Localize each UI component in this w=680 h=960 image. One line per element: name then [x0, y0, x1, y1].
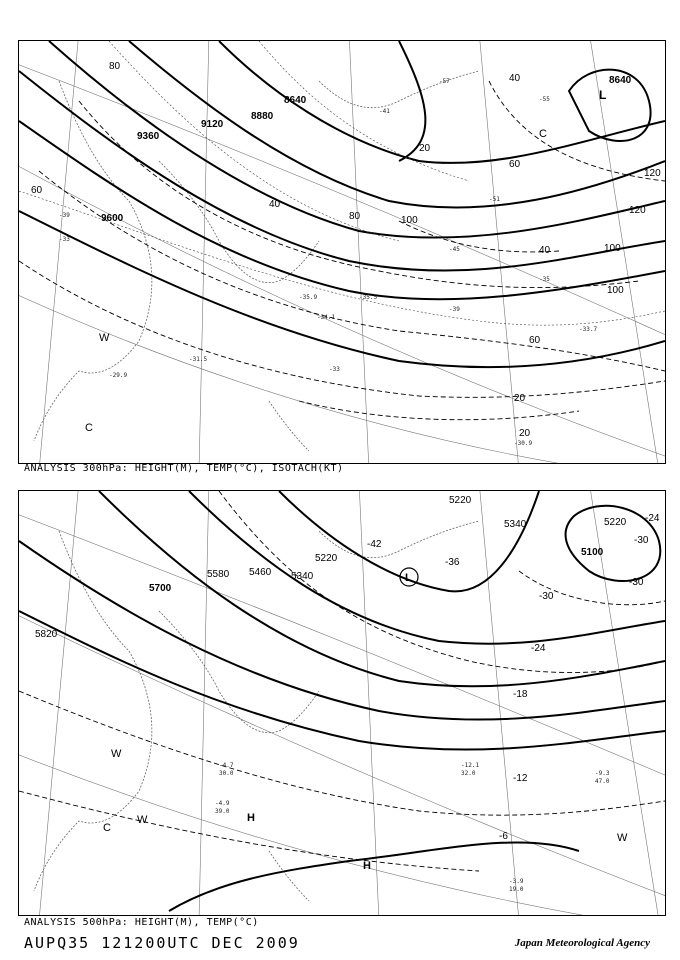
- height-label: 5580: [207, 569, 230, 580]
- station-label: -3.9: [509, 878, 524, 885]
- pressure-center: C: [85, 422, 93, 434]
- caption-500hpa: ANALYSIS 500hPa: HEIGHT(M), TEMP(°C): [24, 917, 259, 928]
- temp-label: -41: [379, 108, 390, 115]
- height-label: 5700: [149, 583, 172, 594]
- station-label: -12.1: [461, 762, 480, 769]
- temp-label: -55: [539, 96, 550, 103]
- temp-label: -34.1: [317, 314, 336, 321]
- station-label: -4.7: [219, 762, 234, 769]
- temp-label: -57: [439, 78, 450, 85]
- map-300hpa: [19, 41, 665, 463]
- graticule: [19, 41, 665, 463]
- height-label: 8880: [251, 111, 274, 122]
- pressure-center: W: [111, 748, 122, 760]
- pressure-center: L: [599, 88, 607, 102]
- isotach-label: 80: [109, 61, 121, 72]
- height-label: 9360: [137, 131, 160, 142]
- station-label: 47.0: [595, 778, 610, 785]
- temp-label: -31.5: [189, 356, 208, 363]
- temp-label: -12: [513, 773, 528, 784]
- caption-300hpa: ANALYSIS 300hPa: HEIGHT(M), TEMP(°C), ISOTACH(KT): [24, 463, 344, 474]
- temp-label: -36: [445, 557, 460, 568]
- temp-label: -18: [513, 689, 528, 700]
- height-label: 5820: [35, 629, 58, 640]
- temp-label: -33: [59, 236, 70, 243]
- pressure-center: W: [99, 332, 110, 344]
- isotach-label: 60: [509, 159, 521, 170]
- temp-label: -35: [539, 276, 550, 283]
- temp-label: -24: [645, 513, 660, 524]
- isotach-label: 80: [349, 211, 361, 222]
- chart-300hpa: [18, 40, 666, 464]
- isotach-label: 60: [31, 185, 43, 196]
- agency-name: Japan Meteorological Agency: [514, 937, 650, 949]
- height-label: 5100: [581, 547, 604, 558]
- temp-label: -39: [449, 306, 460, 313]
- isotach-label: 40: [539, 245, 551, 256]
- temp-label: -30: [539, 591, 554, 602]
- station-label: -4.9: [215, 800, 230, 807]
- temp-label: -39: [59, 212, 70, 219]
- height-label: 8640: [609, 75, 632, 86]
- height-label: 5460: [249, 567, 272, 578]
- isotach-label: 100: [607, 285, 624, 296]
- pressure-center: H: [247, 812, 255, 824]
- isotach-label: 100: [604, 243, 621, 254]
- temp-label: -51: [489, 196, 500, 203]
- station-label: 19.0: [509, 886, 524, 893]
- height-label: 5220: [604, 517, 627, 528]
- isotach-label: 20: [519, 428, 531, 439]
- temp-label: -24: [531, 643, 546, 654]
- height-label: 5340: [504, 519, 527, 530]
- pressure-center: L: [405, 572, 412, 584]
- isotach-label: 100: [401, 215, 418, 226]
- temp-label: -33: [329, 366, 340, 373]
- height-label: 9120: [201, 119, 224, 130]
- temp-label: -30: [634, 535, 649, 546]
- temp-label: -30.9: [514, 440, 533, 447]
- temp-label: -33.7: [579, 326, 598, 333]
- pressure-center: C: [103, 822, 111, 834]
- temp-label: -45: [449, 246, 460, 253]
- temp-label: -42: [367, 539, 382, 550]
- isotach-label: 120: [629, 205, 646, 216]
- temp-label: -35.9: [299, 294, 318, 301]
- pressure-center: H: [363, 860, 371, 872]
- chart-labels-300: [31, 61, 661, 439]
- height-label: 5220: [449, 495, 472, 506]
- isotach-label: 60: [529, 335, 541, 346]
- pressure-center: W: [617, 832, 628, 844]
- isotach-label: 20: [419, 143, 431, 154]
- isotach-label: 120: [644, 168, 661, 179]
- temp-label: -29.9: [109, 372, 128, 379]
- station-label: 39.0: [215, 808, 230, 815]
- height-label: 5220: [315, 553, 338, 564]
- chart-500hpa: [18, 490, 666, 916]
- isotach-label: 40: [509, 73, 521, 84]
- station-label: -9.3: [595, 770, 610, 777]
- temp-label: -35.5: [359, 294, 378, 301]
- chart-issue-code: AUPQ35 121200UTC DEC 2009: [24, 934, 300, 952]
- map-500hpa: [19, 491, 665, 915]
- height-contours: [19, 41, 665, 367]
- height-label: 8640: [284, 95, 307, 106]
- height-label: 9600: [101, 213, 124, 224]
- isotach-label: 20: [514, 393, 526, 404]
- temp-label: -30: [629, 577, 644, 588]
- station-label: 30.0: [219, 770, 234, 777]
- pressure-center: C: [539, 128, 547, 140]
- height-contours: [19, 491, 665, 911]
- height-label: 5340: [291, 571, 314, 582]
- temp-label: -6: [499, 831, 508, 842]
- station-label: 32.0: [461, 770, 476, 777]
- isotach-label: 40: [269, 199, 281, 210]
- pressure-center: W: [137, 814, 148, 826]
